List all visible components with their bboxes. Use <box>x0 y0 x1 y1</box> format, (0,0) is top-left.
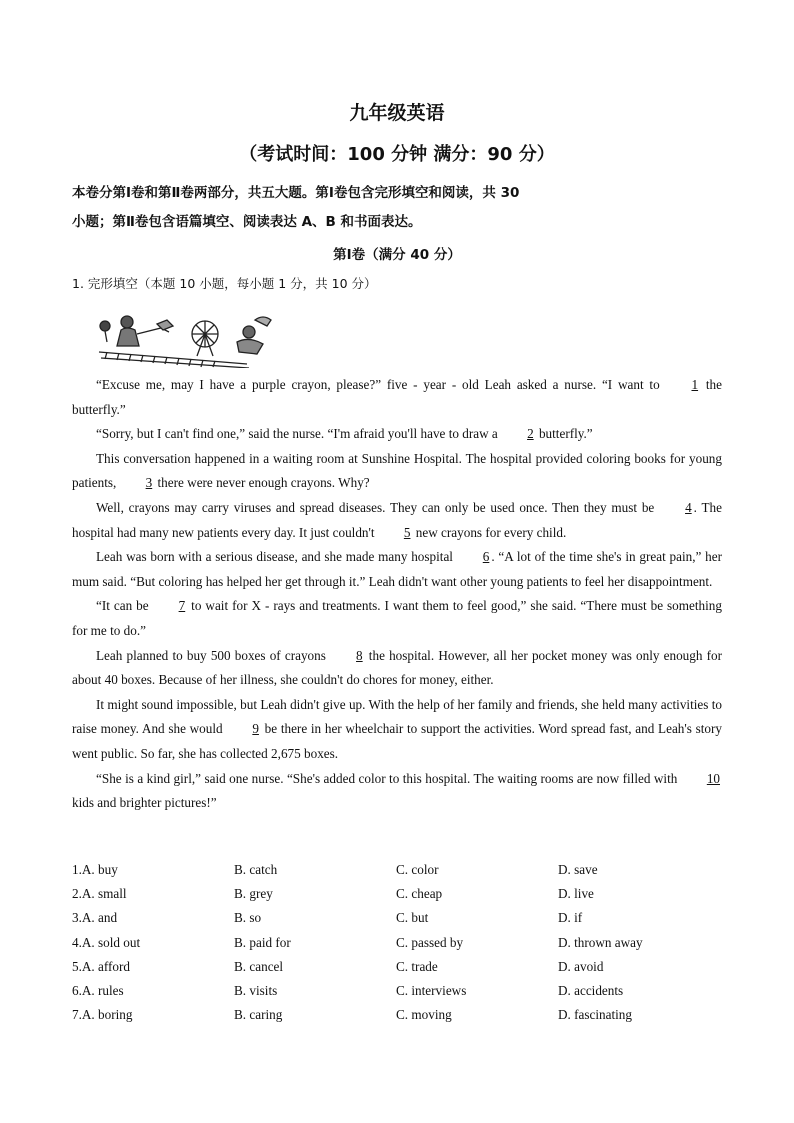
option-a[interactable]: 4.A. sold out <box>72 934 141 950</box>
option-row <box>72 906 722 930</box>
blank-6[interactable]: 6 <box>482 549 490 565</box>
option-a[interactable]: 2.A. small <box>72 886 127 902</box>
option-b[interactable]: B. cancel <box>234 958 284 974</box>
option-d[interactable]: D. live <box>558 886 594 902</box>
section-title: 第Ⅰ卷（满分 40 分） <box>333 247 461 263</box>
children-coloring-illustration <box>97 312 273 368</box>
blank-4[interactable]: 4 <box>685 499 692 515</box>
option-d[interactable]: D. avoid <box>558 958 604 974</box>
option-c[interactable]: C. moving <box>396 1007 452 1023</box>
paragraph-7: Leah planned to buy 500 boxes of crayons 8 the hospital. However, all her pocket money was only enough for about 40 boxes. Because of her illness, she couldn't do chores for money, either. <box>72 644 722 693</box>
option-c[interactable]: C. passed by <box>396 934 464 950</box>
option-row <box>72 979 722 1003</box>
paragraph-4: Well, crayons may carry viruses and spread diseases. They can only be used once. Then they must be 4 . The hospital had many new patients every day. It just couldn't 5 new crayons for every child. <box>72 496 722 545</box>
option-d[interactable]: D. if <box>558 910 583 926</box>
blank-1[interactable]: 1 <box>691 377 699 392</box>
option-c[interactable]: C. but <box>396 910 429 926</box>
blank-10[interactable]: 10 <box>706 770 720 786</box>
option-c[interactable]: C. cheap <box>396 886 443 902</box>
option-d[interactable]: D. thrown away <box>558 934 643 950</box>
option-row <box>72 931 722 955</box>
paragraph-9: “She is a kind girl,” said one nurse. “She's added color to this hospital. The waiting rooms are now filled with 10 kids and brighter pictures!” <box>72 767 722 816</box>
option-a[interactable]: 7.A. boring <box>72 1007 133 1023</box>
option-b[interactable]: B. catch <box>234 862 278 878</box>
blank-9[interactable]: 9 <box>252 721 259 737</box>
paragraph-5: Leah was born with a serious disease, and she made many hospital 6 . “A lot of the time she's in great pain,” her mum said. “But coloring has helped her get through it.” Leah didn't want other young patients to feel her disappointment. <box>72 545 722 594</box>
paragraph-3: This conversation happened in a waiting room at Sunshine Hospital. The hospital provided coloring books for young patients, 3 there were never enough crayons. Why? <box>72 447 722 496</box>
blank-5[interactable]: 5 <box>403 524 411 540</box>
option-row <box>72 858 722 882</box>
option-row <box>72 955 722 979</box>
paragraph-6: “It can be 7 to wait for X - rays and treatments. I want them to feel good,” she said. “There must be something for me to do.” <box>72 594 722 643</box>
option-row <box>72 882 722 906</box>
option-c[interactable]: C. color <box>396 862 439 878</box>
blank-2[interactable]: 2 <box>527 426 534 442</box>
instructions-line-1: 本卷分第Ⅰ卷和第Ⅱ卷两部分，共五大题。第Ⅰ卷包含完形填空和阅读，共 30 <box>72 185 520 201</box>
option-b[interactable]: B. visits <box>234 983 278 999</box>
option-row <box>72 1003 722 1027</box>
option-b[interactable]: B. so <box>234 910 262 926</box>
option-a[interactable]: 5.A. afford <box>72 958 130 974</box>
option-b[interactable]: B. caring <box>234 1007 283 1023</box>
option-b[interactable]: B. paid for <box>234 934 291 950</box>
answer-options <box>72 858 722 1027</box>
option-b[interactable]: B. grey <box>234 886 273 902</box>
paragraph-2: “Sorry, but I can't find one,” said the nurse. “I'm afraid you'll have to draw a 2 butterfly.” <box>72 422 722 447</box>
option-a[interactable]: 6.A. rules <box>72 983 124 999</box>
question-heading: 1. 完形填空（本题 10 小题，每小题 1 分，共 10 分） <box>72 276 377 291</box>
option-d[interactable]: D. save <box>558 862 598 878</box>
blank-8[interactable]: 8 <box>356 647 363 663</box>
paragraph-1: “Excuse me, may I have a purple crayon, please?” five - year - old Leah asked a nurse. “I want to 1 the butterfly.” <box>72 373 722 422</box>
paragraph-8: It might sound impossible, but Leah didn't give up. With the help of her family and friends, she held many activities to raise money. And she would 9 be there in her wheelchair to support the activities. Word spread fast, and Leah's story went public. So far, she has collected 2,675 boxes. <box>72 696 723 761</box>
option-c[interactable]: C. trade <box>396 958 438 974</box>
option-d[interactable]: D. accidents <box>558 983 624 999</box>
exam-info: （考试时间：100 分钟 满分：90 分） <box>239 144 555 165</box>
instructions-line-2: 小题；第Ⅱ卷包含语篇填空、阅读表达 A、B 和书面表达。 <box>72 214 422 230</box>
document-title: 九年级英语 <box>349 102 445 124</box>
cloze-passage <box>72 373 722 816</box>
option-c[interactable]: C. interviews <box>396 983 467 999</box>
blank-7[interactable]: 7 <box>178 598 186 614</box>
option-a[interactable]: 3.A. and <box>72 910 118 926</box>
option-a[interactable]: 1.A. buy <box>72 862 118 878</box>
blank-3[interactable]: 3 <box>145 475 153 491</box>
option-d[interactable]: D. fascinating <box>558 1007 632 1023</box>
